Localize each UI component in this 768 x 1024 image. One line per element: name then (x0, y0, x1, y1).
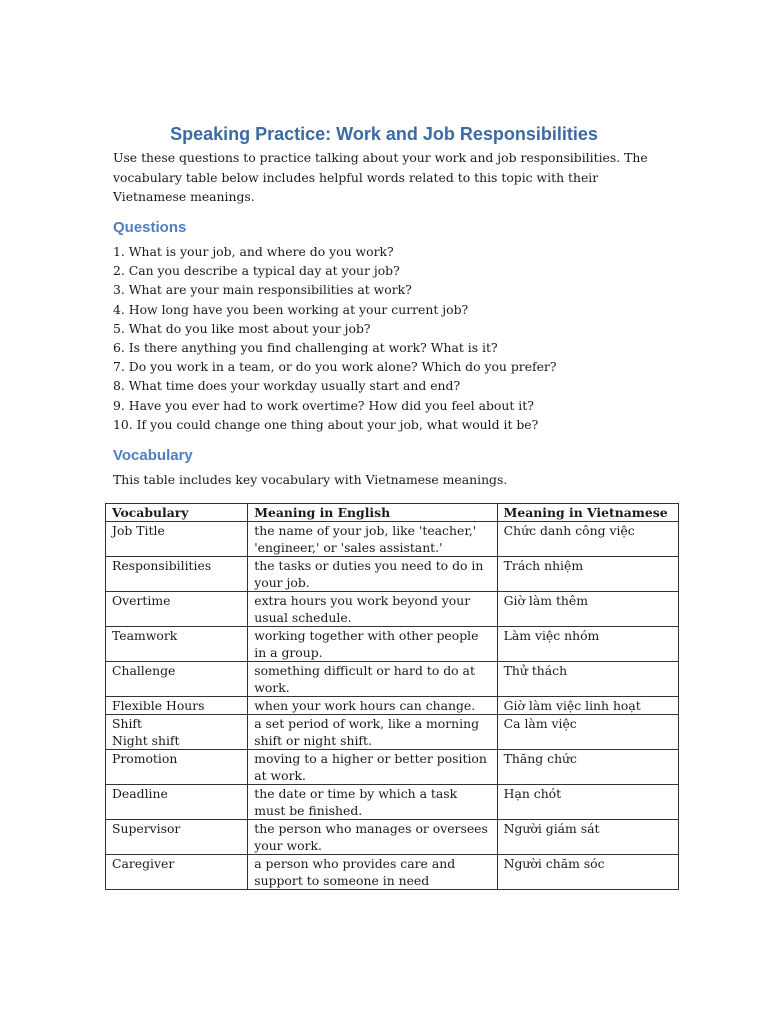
vocab-term: Deadline (106, 785, 248, 820)
table-row (106, 627, 679, 662)
vietnamese-meaning: Người giám sát (497, 820, 678, 855)
vocab-term: Job Title (106, 522, 248, 557)
table-row (106, 522, 679, 557)
vietnamese-meaning: Chức danh công việc (497, 522, 678, 557)
english-meaning: extra hours you work beyond your usual schedule. (248, 592, 497, 627)
english-meaning: moving to a higher or better position at work. (248, 750, 497, 785)
table-header-row (106, 504, 679, 522)
vocab-term: Shift Night shift (106, 715, 248, 750)
intro-paragraph: Use these questions to practice talking about your work and job responsibilities. The vocabulary table below includes helpful words related to this topic with their Vietnamese meanings. (113, 150, 648, 204)
vocabulary-intro: This table includes key vocabulary with Vietnamese meanings. (113, 472, 508, 487)
english-meaning: the tasks or duties you need to do in your job. (248, 557, 497, 592)
page-title: Speaking Practice: Work and Job Responsibilities (170, 124, 598, 144)
table-row (106, 785, 679, 820)
english-meaning: the person who manages or oversees your work. (248, 820, 497, 855)
question-item: 5. What do you like most about your job? (113, 320, 371, 336)
column-header-vocabulary: Vocabulary (106, 504, 248, 522)
vocab-term: Challenge (106, 662, 248, 697)
table-row (106, 557, 679, 592)
english-meaning: working together with other people in a group. (248, 627, 497, 662)
vietnamese-meaning: Giờ làm thêm (497, 592, 678, 627)
english-meaning: a person who provides care and support to someone in need (248, 855, 497, 890)
table-row (106, 592, 679, 627)
english-meaning: the date or time by which a task must be finished. (248, 785, 497, 820)
english-meaning: a set period of work, like a morning shift or night shift. (248, 715, 497, 750)
vietnamese-meaning: Hạn chót (497, 785, 678, 820)
table-row (106, 820, 679, 855)
questions-heading: Questions (113, 219, 187, 236)
vocab-term: Overtime (106, 592, 248, 627)
question-item: 9. Have you ever had to work overtime? How did you feel about it? (113, 397, 534, 413)
table-row (106, 855, 679, 890)
column-header-english: Meaning in English (248, 504, 497, 522)
vocab-term: Supervisor (106, 820, 248, 855)
vocabulary-heading: Vocabulary (113, 447, 193, 464)
vietnamese-meaning: Người chăm sóc (497, 855, 678, 890)
table-row (106, 697, 679, 715)
questions-list (113, 242, 673, 434)
vocab-term: Responsibilities (106, 557, 248, 592)
vietnamese-meaning: Giờ làm việc linh hoạt (497, 697, 678, 715)
vocab-term: Caregiver (106, 855, 248, 890)
column-header-vietnamese: Meaning in Vietnamese (497, 504, 678, 522)
english-meaning: the name of your job, like 'teacher,' 'engineer,' or 'sales assistant.' (248, 522, 497, 557)
vietnamese-meaning: Thăng chức (497, 750, 678, 785)
vocab-term: Promotion (106, 750, 248, 785)
english-meaning: something difficult or hard to do at work. (248, 662, 497, 697)
question-item: 8. What time does your workday usually start and end? (113, 378, 461, 394)
vocab-term: Flexible Hours (106, 697, 248, 715)
vietnamese-meaning: Trách nhiệm (497, 557, 678, 592)
question-item: 1. What is your job, and where do you work? (113, 244, 394, 259)
vietnamese-meaning: Thử thách (497, 662, 678, 697)
table-row (106, 662, 679, 697)
question-item: 3. What are your main responsibilities at work? (113, 282, 412, 298)
question-item: 7. Do you work in a team, or do you work alone? Which do you prefer? (113, 359, 557, 375)
english-meaning: when your work hours can change. (248, 697, 497, 715)
table-row (106, 750, 679, 785)
question-item: 6. Is there anything you find challenging at work? What is it? (113, 340, 498, 356)
vocabulary-table (105, 503, 679, 890)
vocab-term: Teamwork (106, 627, 248, 662)
vietnamese-meaning: Làm việc nhóm (497, 627, 678, 662)
question-item: 2. Can you describe a typical day at your job? (113, 263, 400, 279)
table-row (106, 715, 679, 750)
question-item: 4. How long have you been working at your current job? (113, 301, 469, 317)
vietnamese-meaning: Ca làm việc (497, 715, 678, 750)
question-item: 10. If you could change one thing about your job, what would it be? (113, 416, 539, 432)
